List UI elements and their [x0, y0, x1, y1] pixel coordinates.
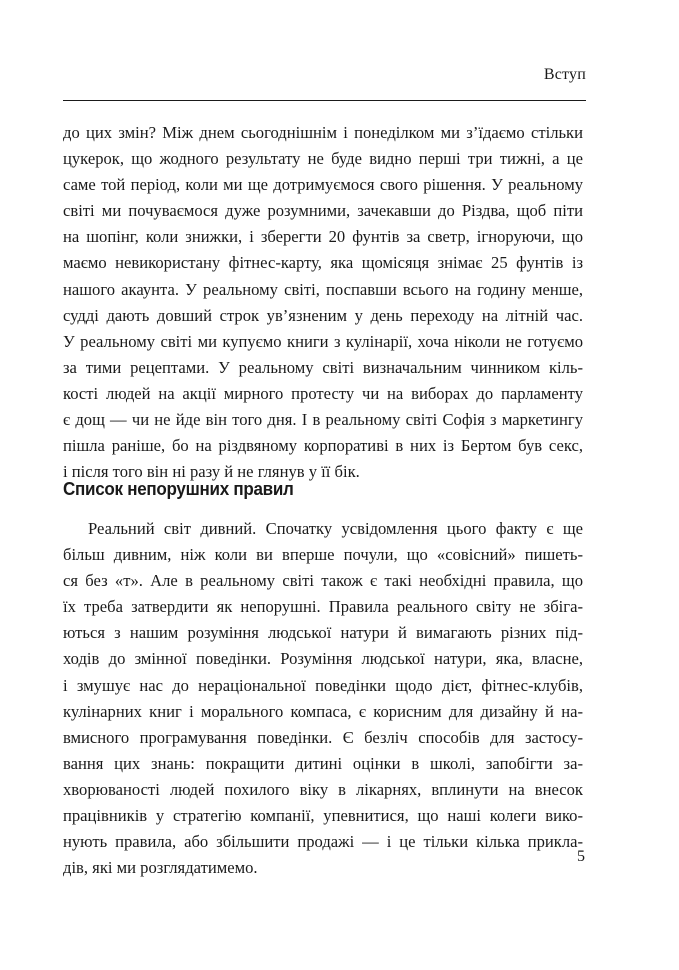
text-line: до цих змін? Між днем сьогоднішнім і понеділком ми з’їдаємо стільки: [63, 123, 583, 142]
text-line: ються з нашим розуміння людської натури й вимагають різних під-: [63, 623, 583, 643]
body-paragraph-1: [63, 120, 583, 485]
text-line: Реальний світ дивний. Спочатку усвідомлення цього факту є ще: [88, 519, 583, 538]
text-line: маємо невикористану фітнес-карту, яка щомісяця знімає 25 фунтів із: [63, 253, 583, 273]
text-line: пішла раніше, бо на різдвяному корпоративі в них із Бертом був секс,: [63, 436, 583, 456]
text-line: ходів до змінної поведінки. Розуміння людської натури, яка, власне,: [63, 649, 583, 669]
body-paragraph-2: [63, 516, 583, 881]
text-line: вання цих знань: покращити дитині оцінки в школі, запобігти за-: [63, 753, 583, 773]
running-header: Вступ: [543, 66, 586, 83]
header-rule: [63, 100, 586, 101]
text-line: нують правила, або збільшити продажі — і це тільки кілька прикла-: [63, 832, 583, 852]
text-line: вмисного програмування поведінки. Є безліч способів для застосу-: [63, 727, 583, 747]
text-line: нашого акаунта. У реальному світі, поспавши всього на годину менше,: [63, 279, 583, 299]
section-heading: Список непорушних правил: [63, 478, 294, 499]
text-line: більш дивним, ніж коли ви вперше почули, що «совісний» пишеть-: [63, 545, 583, 565]
text-line: є дощ — чи не йде він того дня. І в реальному світі Софія з маркетингу: [63, 410, 583, 430]
text-line: світі ми почуваємося дуже розумними, зачекавши до Різдва, щоб піти: [63, 201, 583, 221]
text-line: ся без «т». Але в реальному світі також є такі необхідні правила, що: [63, 571, 583, 591]
text-line: У реальному світі ми купуємо книги з кулінарії, хоча ніколи не готуємо: [63, 331, 583, 351]
text-line: дів, які ми розглядатимемо.: [63, 858, 258, 878]
text-line: судді дають довший строк ув’язненим у день переходу на літній час.: [63, 305, 583, 325]
text-line: і змушує нас до нераціональної поведінки щодо дієт, фітнес-клубів,: [63, 675, 583, 695]
page-number: 5: [577, 848, 585, 865]
text-line: їх треба затвердити як непорушні. Правила реального світу не збіга-: [63, 597, 583, 617]
text-line: хворюваності людей похилого віку в лікарнях, вплинути на внесок: [63, 779, 583, 799]
text-line: цукерок, що жодного результату не буде видно перші три тижні, а це: [63, 149, 583, 169]
text-line: за тими рецептами. У реальному світі визначальним чинником кіль-: [63, 357, 583, 377]
text-line: працівників у стратегію компанії, упевнитися, що наші колеги вико-: [63, 806, 583, 826]
text-line: кулінарних книг і морального компаса, є корисним для дизайну й на-: [63, 701, 583, 721]
text-line: кості людей на акції мирного протесту чи на виборах до парламенту: [63, 383, 583, 403]
text-line: саме той період, коли ми ще дотримуємося свого рішення. У реальному: [63, 175, 583, 195]
text-line: і після того він ні разу й не глянув у її бік.: [63, 462, 360, 482]
text-line: на шопінг, коли знижки, і зберегти 20 фунтів за светр, ігноруючи, що: [63, 227, 583, 247]
